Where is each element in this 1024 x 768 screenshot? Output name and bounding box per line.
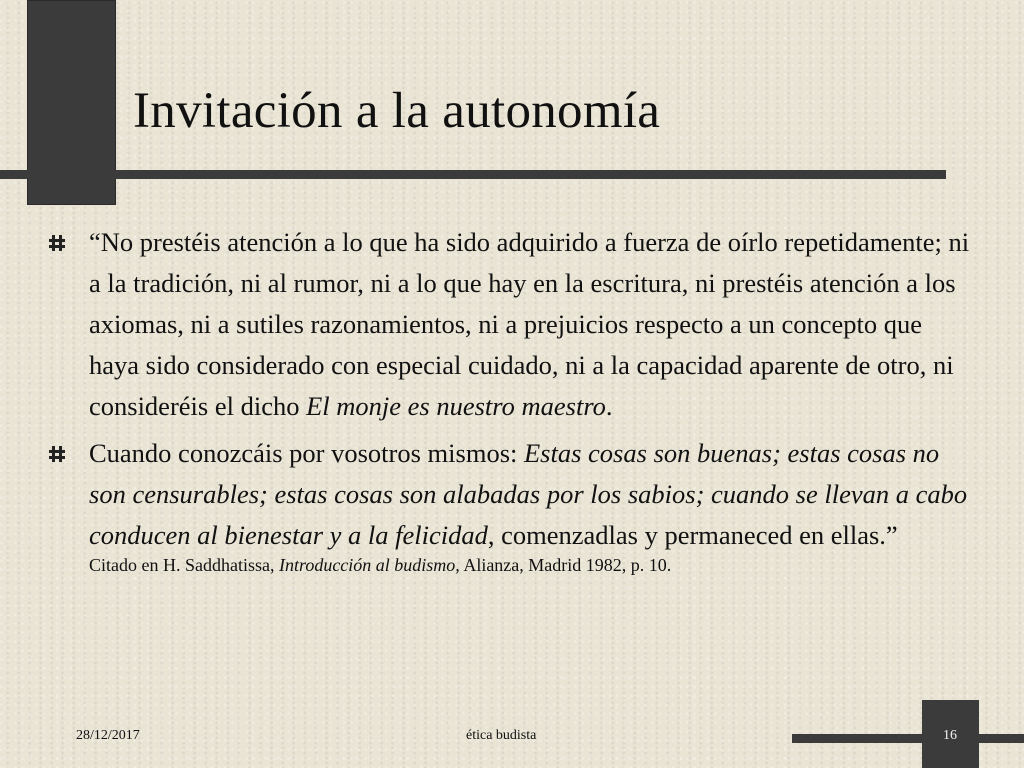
footer-date: 28/12/2017	[76, 728, 140, 743]
bullet-1-text: “No prestéis atención a lo que ha sido adquirido a fuerza de oírlo repetidamente; ni a la tradición, ni al rumor, ni a lo que hay en la escritura, ni prestéis atención a los axiomas, ni a sutiles razonamientos, ni a prejuicios respecto a un concepto que haya sido considerado con especial cuidado, ni a la capacidad aparente de otro, ni consideréis el dicho	[89, 227, 970, 421]
citation-prefix: Citado en H. Saddhatissa,	[89, 555, 279, 575]
bullet-item-1	[48, 222, 978, 427]
bullet-2-text: Cuando conozcáis por vosotros mismos:	[89, 438, 524, 468]
slide-title: Invitación a la autonomía	[133, 83, 661, 139]
slide-body	[48, 222, 978, 577]
decorative-rule-top	[0, 170, 946, 179]
decorative-rule-bottom	[792, 734, 1024, 743]
citation-suffix: Alianza, Madrid 1982, p. 10.	[459, 555, 672, 575]
bullet-1-end: .	[605, 391, 613, 421]
hash-bullet-icon	[48, 445, 66, 463]
citation	[48, 553, 978, 577]
slide-number: 16	[943, 728, 957, 743]
bullet-2-quote-italic: Estas cosas son buenas; estas cosas no son censurables; estas cosas son alabadas por los sabios; cuando se llevan a cabo conducen al bienestar y a la felicidad	[89, 438, 968, 550]
bullet-1-quote-italic: El monje es nuestro maestro	[306, 391, 606, 421]
footer-title: ética budista	[466, 728, 537, 743]
bullet-2-end: , comenzadlas y permaneced en ellas.”	[487, 520, 898, 550]
citation-book-title: Introducción al budismo,	[278, 555, 460, 575]
hash-bullet-icon	[48, 234, 66, 252]
bullet-item-2	[48, 433, 978, 556]
